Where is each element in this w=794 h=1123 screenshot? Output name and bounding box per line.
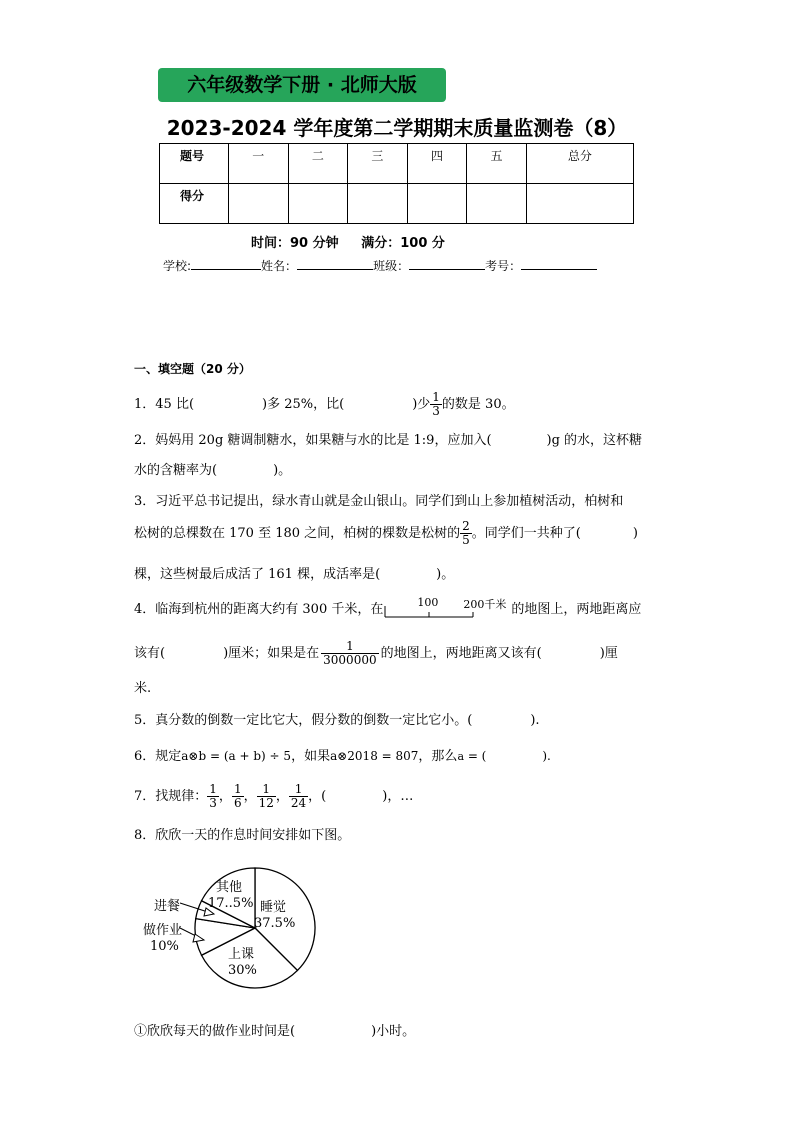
question-3-line-2 (134, 520, 638, 547)
pie-value-sleep: 37.5% (254, 916, 296, 931)
fraction-denominator: 6 (233, 796, 242, 810)
q6-variable: a (457, 750, 464, 763)
score-input-cell[interactable] (467, 184, 527, 224)
grade-banner: 六年级数学下册 · 北师大版 (158, 68, 446, 102)
q1-text-b: )多 25%，比( (262, 397, 345, 412)
q4-text-d: )厘米；如果是在 (223, 646, 320, 661)
class-label: 班级： (373, 259, 410, 273)
q6-definition: a⊗b = (a + b) ÷ 5 (181, 749, 292, 763)
q7-text-c: )，… (382, 789, 414, 804)
fraction-numerator: 2 (462, 519, 470, 533)
question-4-line-1 (134, 595, 642, 618)
fraction-numerator: 1 (321, 640, 378, 654)
q1-fraction (430, 391, 442, 418)
q7-fraction-2 (232, 783, 244, 810)
score-table-cell: 三 (348, 144, 408, 184)
q2-text-b: )g 的水，这杯糖 (546, 433, 643, 448)
q7-text-b: ，( (308, 789, 327, 804)
student-info-line (163, 257, 597, 274)
fraction-denominator: 3 (432, 404, 440, 418)
q6-text-c: ，那么 (418, 749, 458, 764)
question-5 (134, 709, 540, 728)
q5-end: ). (530, 713, 540, 728)
q8-sub1-text-b: )小时。 (371, 1024, 416, 1039)
q2-text-c: 水的含糖率为( (134, 463, 218, 478)
exam-no-label: 考号： (485, 259, 522, 273)
q7-fraction-1 (207, 783, 219, 810)
q6-text-e: ). (542, 749, 551, 763)
q4-text-a: 4．临海到杭州的距离大约有 300 千米，在 (134, 602, 384, 617)
pie-label-sleep: 睡觉 (260, 900, 287, 915)
q7-fraction-3 (257, 783, 276, 810)
q3-text-b: 。同学们一共种了( (471, 526, 581, 541)
question-8-sub-1 (134, 1020, 415, 1039)
score-input-cell[interactable] (288, 184, 348, 224)
pie-label-homework: 做作业 (143, 923, 183, 938)
score-table (159, 143, 634, 224)
score-input-cell[interactable] (348, 184, 408, 224)
schedule-pie-chart (140, 860, 330, 990)
question-7: 7．找规律： $\frac{1}{3}$ ， $\frac{1}{6}$ ， $\frac{1}{12}$ ， $\frac{1}{24}$ ，( )，… (134, 782, 414, 810)
exam-title: 2023-2024 学年度第二学期期末质量监测卷（8） (166, 116, 628, 140)
score-table-cell: 四 (407, 144, 467, 184)
fraction-numerator: 1 (209, 782, 217, 796)
score-table-score-row (160, 184, 634, 224)
pie-value-class: 30% (228, 963, 257, 978)
q8-sub1-text-a: ①欣欣每天的做作业时间是( (134, 1024, 296, 1039)
q3-fraction (460, 520, 472, 547)
pie-label-other: 其他 (216, 880, 243, 895)
fraction-denominator: 5 (462, 533, 470, 547)
score-table-cell: 题号 (160, 144, 229, 184)
q1-text-a: 1．45 比( (134, 397, 195, 412)
question-6 (134, 745, 551, 764)
q1-text-d: 的数是 30。 (441, 397, 515, 412)
name-blank[interactable] (297, 257, 373, 270)
pie-value-other: 17..5% (208, 896, 254, 911)
q3-text-d: 棵，这些树最后成活了 161 棵，成活率是( (134, 567, 381, 582)
q6-text-d: = ( (464, 749, 487, 763)
fraction-numerator: 1 (233, 782, 242, 796)
question-2-line-2 (134, 459, 291, 478)
score-table-cell: 五 (467, 144, 527, 184)
fraction-denominator: 3 (209, 796, 217, 810)
name-label: 姓名： (261, 259, 298, 273)
q4-text-c: 该有( (134, 646, 166, 661)
q7-text-a: 7．找规律： (134, 789, 208, 804)
pie-value-homework: 10% (150, 939, 179, 954)
question-3-line-3 (134, 563, 454, 582)
fraction-numerator: 1 (257, 783, 276, 797)
exam-no-blank[interactable] (521, 257, 597, 270)
q4-fraction (321, 640, 378, 667)
score-table-cell: 二 (288, 144, 348, 184)
q1-text-c: )少 (412, 397, 431, 412)
q3-text-c: ) (632, 526, 638, 541)
q4-text-f: )厘 (599, 646, 618, 661)
fraction-denominator: 12 (258, 796, 274, 810)
question-2-line-1 (134, 429, 642, 448)
q4-text-e: 的地图上，两地距离又该有( (380, 646, 542, 661)
score-table-header-row (160, 144, 634, 184)
pie-label-meal: 进餐 (154, 899, 181, 914)
question-8: 8．欣欣一天的作息时间安排如下图。 (134, 828, 351, 843)
q5-text: 5．真分数的倒数一定比它大，假分数的倒数一定比它小。( (134, 713, 473, 728)
pie-label-class: 上课 (228, 947, 255, 962)
score-input-cell[interactable] (407, 184, 467, 224)
q2-text-d: )。 (273, 463, 292, 478)
question-1 (134, 391, 515, 418)
class-blank[interactable] (409, 257, 485, 270)
q6-condition: a⊗2018 = 807 (330, 749, 419, 763)
q7-fraction-4 (289, 783, 308, 810)
question-3-line-1: 3．习近平总书记提出，绿水青山就是金山银山。同学们到山上参加植树活动，柏树和 (134, 494, 624, 509)
q2-text-a: 2．妈妈用 20g 糖调制糖水，如果糖与水的比是 1:9，应加入( (134, 433, 492, 448)
school-label: 学校: (163, 259, 192, 273)
q6-text-b: ，如果 (291, 749, 331, 764)
scale-label-200: 200千米 (463, 597, 507, 611)
section-one-title: 一、填空题（20 分） (134, 362, 251, 376)
score-input-cell[interactable] (229, 184, 289, 224)
q3-text-e: )。 (436, 567, 455, 582)
q6-text-a: 6．规定 (134, 749, 182, 764)
fraction-denominator: 24 (290, 796, 307, 810)
map-scale-bar (383, 595, 511, 618)
scale-label-100: 100 (417, 595, 439, 609)
q3-text-a: 松树的总棵数在 170 至 180 之间，柏树的棵数是松树的 (134, 526, 461, 541)
question-4-line-3: 米. (134, 681, 152, 696)
score-input-cell[interactable] (526, 184, 633, 224)
q4-text-b: 的地图上，两地距离应 (511, 602, 642, 617)
school-blank[interactable] (191, 257, 261, 270)
score-table-cell: 一 (229, 144, 289, 184)
fraction-numerator: 1 (432, 390, 440, 404)
fraction-numerator: 1 (289, 783, 308, 797)
score-table-cell: 得分 (160, 184, 229, 224)
time-score-info: 时间：90 分钟 满分：100 分 (251, 236, 445, 251)
question-4-line-2 (134, 640, 618, 667)
fraction-denominator: 3000000 (323, 653, 377, 667)
score-table-cell: 总分 (526, 144, 633, 184)
